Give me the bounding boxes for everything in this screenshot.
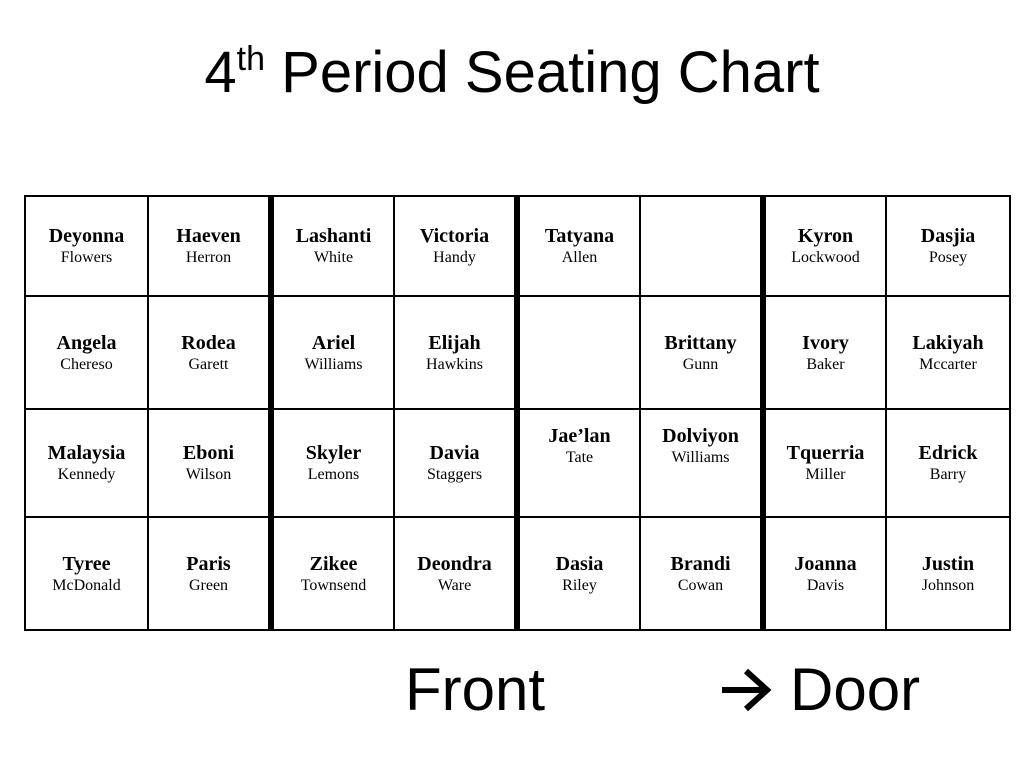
seat-last-name: Garett — [188, 355, 229, 373]
seat-cell — [886, 196, 1010, 296]
seat-cell — [763, 196, 886, 296]
seat-last-name: Miller — [805, 466, 846, 483]
seat-last-name: Kennedy — [57, 466, 116, 483]
title-number: 4 — [204, 40, 237, 105]
seat-row-3 — [25, 409, 1010, 517]
seat-first-name: Brandi — [670, 552, 731, 575]
right-arrow-icon — [720, 668, 772, 712]
seat-last-name: McDonald — [52, 576, 121, 594]
seat-first-name: Victoria — [419, 225, 490, 247]
seat-first-name: Haeven — [176, 225, 241, 247]
title-superscript: th — [236, 40, 266, 78]
seat-cell — [25, 196, 148, 296]
seat-cell — [271, 409, 394, 517]
seat-first-name: Deyonna — [48, 225, 125, 247]
seat-cell — [25, 517, 148, 630]
seat-first-name: Tyree — [62, 552, 111, 575]
seat-cell — [640, 296, 763, 409]
seat-cell — [394, 517, 517, 630]
seat-first-name: Edrick — [918, 442, 978, 464]
seat-last-name: Davis — [806, 576, 845, 594]
seat-last-name: Allen — [561, 249, 598, 266]
seat-first-name: Deondra — [417, 552, 492, 575]
seat-last-name: Flowers — [60, 249, 113, 266]
seat-last-name: Tate — [565, 449, 594, 466]
seat-cell — [25, 409, 148, 517]
front-label: Front — [405, 656, 546, 723]
seat-cell — [517, 409, 640, 517]
seat-first-name: Lakiyah — [912, 331, 984, 354]
seat-last-name: Green — [188, 576, 229, 594]
seat-cell — [640, 409, 763, 517]
seat-last-name: Mccarter — [919, 355, 977, 373]
seat-last-name: Lockwood — [791, 249, 860, 266]
empty-seat-cell — [640, 196, 763, 296]
seat-last-name: White — [313, 249, 354, 266]
seat-cell — [886, 409, 1010, 517]
seat-first-name: Eboni — [182, 442, 235, 464]
seat-first-name: Malaysia — [47, 442, 126, 464]
seat-cell — [394, 196, 517, 296]
seat-last-name: Baker — [806, 355, 845, 373]
seat-first-name: Brittany — [664, 331, 737, 354]
seat-cell — [25, 296, 148, 409]
seat-first-name: Skyler — [305, 442, 362, 464]
seat-last-name: Gunn — [682, 355, 719, 373]
seat-last-name: Townsend — [300, 576, 367, 594]
seat-cell — [886, 296, 1010, 409]
seat-last-name: Cowan — [677, 576, 724, 594]
seat-first-name: Justin — [921, 552, 975, 575]
seat-last-name: Posey — [928, 249, 968, 266]
seat-first-name: Elijah — [428, 331, 481, 354]
seating-grid — [24, 195, 1011, 631]
seat-cell — [640, 517, 763, 630]
seat-cell — [763, 296, 886, 409]
seat-last-name: Riley — [562, 576, 597, 594]
seat-last-name: Johnson — [921, 576, 975, 594]
seat-cell — [148, 196, 271, 296]
seat-first-name: Jae’lan — [548, 425, 611, 447]
seat-cell — [517, 517, 640, 630]
seat-first-name: Lashanti — [295, 225, 372, 247]
seat-cell — [148, 296, 271, 409]
seat-row-4 — [25, 517, 1010, 630]
seat-last-name: Herron — [185, 249, 232, 266]
page-title — [0, 38, 1024, 116]
title-text: Period Seating Chart — [281, 40, 820, 105]
seat-last-name: Williams — [671, 449, 730, 466]
seat-first-name: Kyron — [797, 225, 854, 247]
seat-cell — [886, 517, 1010, 630]
door-indicator — [720, 652, 920, 732]
seat-first-name: Tatyana — [544, 225, 615, 247]
seat-first-name: Davia — [429, 442, 480, 464]
seat-cell — [148, 517, 271, 630]
seat-last-name: Wilson — [185, 466, 232, 483]
seat-cell — [517, 196, 640, 296]
seat-cell — [271, 296, 394, 409]
seat-last-name: Chereso — [60, 355, 113, 373]
seat-cell — [763, 409, 886, 517]
door-label: Door — [790, 656, 921, 723]
seat-cell — [148, 409, 271, 517]
seat-cell — [394, 409, 517, 517]
seat-last-name: Handy — [433, 249, 476, 266]
seat-first-name: Dasia — [555, 552, 604, 575]
seat-cell — [271, 517, 394, 630]
seat-cell — [394, 296, 517, 409]
empty-seat-cell — [517, 296, 640, 409]
seat-row-2 — [25, 296, 1010, 409]
seat-last-name: Staggers — [426, 466, 483, 483]
seat-last-name: Hawkins — [426, 355, 483, 373]
seat-first-name: Zikee — [309, 552, 358, 575]
seat-first-name: Dolviyon — [662, 425, 739, 447]
seat-row-1 — [25, 196, 1010, 296]
seat-cell — [763, 517, 886, 630]
seat-first-name: Rodea — [181, 331, 236, 354]
seat-first-name: Tquerria — [786, 442, 865, 464]
seat-first-name: Dasjia — [920, 225, 976, 247]
seat-last-name: Lemons — [307, 466, 360, 483]
seat-first-name: Ariel — [311, 331, 356, 354]
seat-first-name: Joanna — [794, 552, 857, 575]
seat-cell — [271, 196, 394, 296]
seat-last-name: Barry — [929, 466, 967, 483]
seat-last-name: Ware — [437, 576, 472, 594]
seat-last-name: Williams — [304, 355, 363, 373]
seat-first-name: Paris — [186, 552, 231, 575]
seat-first-name: Ivory — [802, 331, 849, 354]
seat-first-name: Angela — [56, 331, 117, 354]
